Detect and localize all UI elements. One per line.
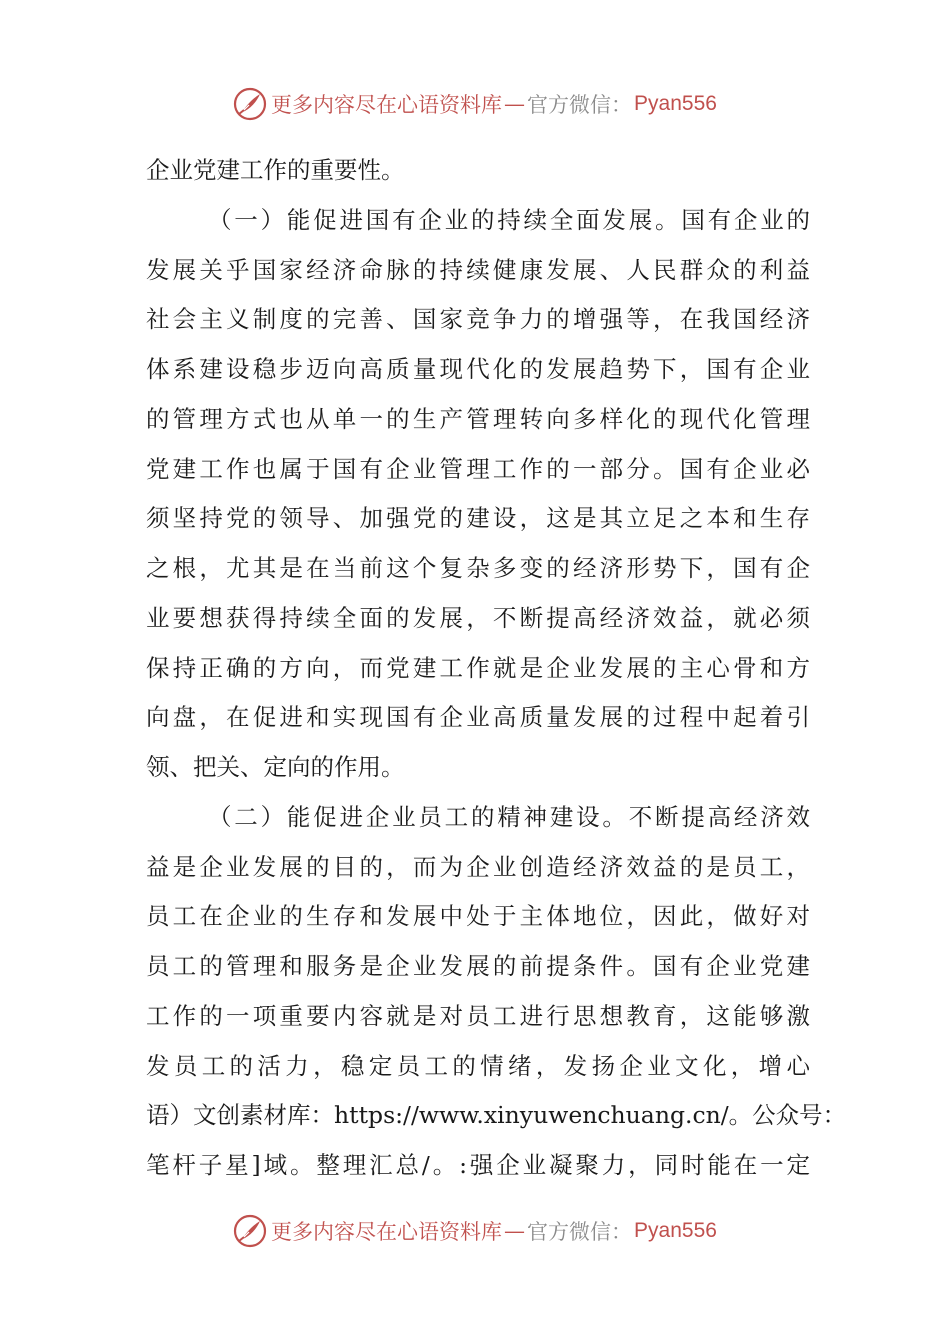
- text-line: 向盘，在促进和实现国有企业高质量发展的过程中起着引: [146, 703, 810, 732]
- text-line: 员工的管理和服务是企业发展的前提条件。国有企业党建: [146, 952, 810, 980]
- text-line: （二）能促进企业员工的精神建设。不断提高经济效: [208, 802, 810, 831]
- text-line: 党建工作也属于国有企业管理工作的一部分。国有企业必: [146, 454, 810, 483]
- quill-pen-icon: [233, 1214, 267, 1248]
- text-line: 工作的一项重要内容就是对员工进行思想教育，这能够激: [146, 1001, 810, 1030]
- text-line: 发员工的活力，稳定员工的情绪，发扬企业文化，增心: [146, 1051, 810, 1080]
- text-line: 体系建设稳步迈向高质量现代化的发展趋势下，国有企业: [146, 355, 810, 383]
- banner-official-label: 官方微信：: [527, 1220, 633, 1244]
- header-banner: [0, 84, 950, 124]
- banner-wechat-id: Pyan556: [634, 92, 717, 115]
- banner-wechat-id: Pyan556: [634, 1219, 717, 1242]
- text-line: 保持正确的方向，而党建工作就是企业发展的主心骨和方: [146, 653, 810, 682]
- quill-pen-icon: [233, 87, 267, 121]
- text-line: 益是企业发展的目的，而为企业创造经济效益的是员工，: [146, 852, 810, 881]
- text-line: 须坚持党的领导、加强党的建设，这是其立足之本和生存: [146, 504, 810, 533]
- text-line: 发展关乎国家经济命脉的持续健康发展、人民群众的利益: [146, 255, 810, 284]
- body-text: [146, 146, 847, 1191]
- banner-brand-text: 更多内容尽在心语资料库: [271, 93, 503, 117]
- text-line: 企业党建工作的重要性。: [146, 156, 405, 184]
- text-line: 领、把关、定向的作用。: [146, 753, 405, 781]
- banner-brand-text: 更多内容尽在心语资料库: [271, 1220, 503, 1244]
- text-line: 业要想获得持续全面的发展，不断提高经济效益，就必须: [146, 603, 810, 632]
- text-line: 的管理方式也从单一的生产管理转向多样化的现代化管理: [146, 404, 810, 433]
- text-line: 语）文创素材库：https://www.xinyuwenchuang.cn/。公众号：: [146, 1101, 847, 1130]
- banner-dash: —: [504, 92, 526, 116]
- banner-dash: —: [504, 1219, 526, 1243]
- footer-banner: [0, 1211, 950, 1251]
- banner-official-label: 官方微信：: [527, 93, 633, 117]
- text-line: 之根，尤其是在当前这个复杂多变的经济形势下，国有企: [146, 554, 810, 582]
- text-line: （一）能促进国有企业的持续全面发展。国有企业的: [208, 205, 810, 234]
- text-line: 笔杆子星]域。整理汇总/。:强企业凝聚力，同时能在一定: [146, 1151, 810, 1179]
- text-line: 社会主义制度的完善、国家竞争力的增强等，在我国经济: [146, 305, 810, 334]
- text-line: 员工在企业的生存和发展中处于主体地位，因此，做好对: [146, 902, 810, 931]
